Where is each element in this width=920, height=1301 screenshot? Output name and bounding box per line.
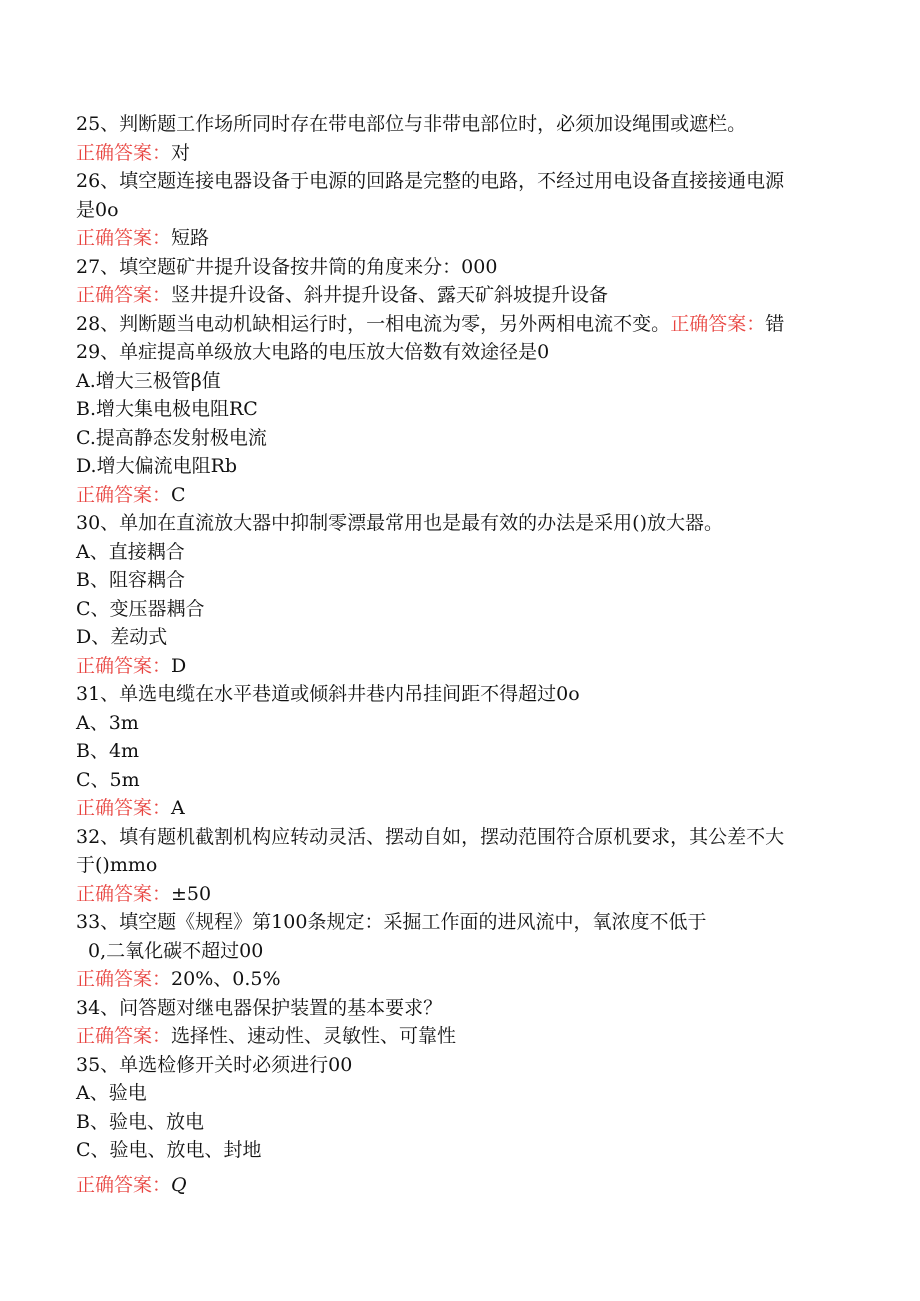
option-30-b: B、阻容耦合: [76, 569, 185, 591]
question-30: 30、单加在直流放大器中抑制零漂最常用也是最有效的办法是采用()放大器。: [76, 512, 724, 534]
option-35-b: B、验电、放电: [76, 1110, 204, 1133]
answer-label: 正确答案：: [76, 1025, 172, 1047]
document-page: [76, 110, 866, 1199]
answer-value: 对: [171, 141, 191, 164]
question-32-line2: 于()mmo: [76, 854, 158, 876]
answer-value: 20%、0.5%: [171, 968, 281, 990]
answer-29: [76, 481, 866, 510]
option-30-d: D、差动式: [76, 626, 168, 648]
question-31: 31、单选电缆在水平巷道或倾斜井巷内吊挂间距不得超过0o: [76, 683, 580, 705]
answer-30: [76, 652, 866, 681]
answer-26: [76, 224, 866, 253]
option-29-b: B.增大集电极电阻RC: [76, 398, 258, 420]
answer-value: 选择性、速动性、灵敏性、可靠性: [171, 1025, 457, 1047]
question-33-line2: 0,二氧化碳不超过00: [88, 939, 264, 962]
answer-value: D: [171, 654, 187, 677]
question-32-line1: 32、填有题机截割机构应转动灵活、摆动自如，摆动范围符合原机要求，其公差不大: [76, 825, 785, 848]
question-28-text: 28、判断题当电动机缺相运行时，一相电流为零，另外两相电流不变。: [76, 312, 671, 335]
answer-34: [76, 1022, 866, 1051]
question-26-line1: 26、填空题连接电器设备于电源的回路是完整的电路，不经过用电设备直接接通电源: [76, 170, 785, 192]
answer-label: 正确答案：: [76, 1173, 172, 1196]
answer-27: [76, 281, 866, 310]
answer-label: 正确答案：: [76, 968, 172, 990]
option-29-c: C.提高静态发射极电流: [76, 426, 267, 449]
answer-label: 正确答案：: [76, 284, 172, 306]
answer-label: 正确答案：: [76, 882, 172, 905]
question-33-line1: 33、填空题《规程》第100条规定：采掘工作面的进风流中，氧浓度不低于: [76, 911, 707, 933]
option-35-c: C、验电、放电、封地: [76, 1139, 262, 1161]
question-25: 25、判断题工作场所同时存在带电部位与非带电部位时，必须加设绳围或遮栏。: [76, 113, 747, 135]
question-29: 29、单症提高单级放大电路的电压放大倍数有效途径是0: [76, 341, 550, 363]
answer-value: ±50: [171, 882, 212, 905]
answer-value: 错: [765, 312, 785, 335]
question-35: 35、单选检修开关时必须进行00: [76, 1053, 353, 1076]
answer-35: [76, 1171, 866, 1200]
question-34: 34、问答题对继电器保护装置的基本要求？: [76, 996, 443, 1019]
option-29-d: D.增大偏流电阻Rb: [76, 455, 238, 477]
answer-value: C: [171, 483, 186, 506]
option-31-b: B、4m: [76, 740, 140, 762]
option-31-a: A、3m: [76, 711, 139, 734]
question-27: 27、填空题矿井提升设备按井筒的角度来分：000: [76, 255, 498, 278]
option-31-c: C、5m: [76, 768, 140, 791]
answer-label: 正确答案：: [76, 483, 172, 506]
answer-label: 正确答案：: [76, 227, 172, 249]
answer-label: 正确答案：: [76, 797, 172, 819]
option-30-c: C、变压器耦合: [76, 597, 205, 620]
answer-value: Q: [171, 1173, 187, 1196]
answer-label: 正确答案：: [76, 654, 172, 677]
answer-value: 短路: [171, 227, 210, 249]
answer-31: [76, 794, 866, 823]
option-35-a: A、验电: [76, 1082, 147, 1104]
option-29-a: A.增大三极管β值: [76, 369, 221, 392]
question-26-line2: 是0o: [76, 198, 119, 221]
answer-32: [76, 880, 866, 909]
answer-label: 正确答案：: [76, 141, 172, 164]
answer-33: [76, 965, 866, 994]
option-30-a: A、直接耦合: [76, 540, 185, 563]
answer-value: 竖井提升设备、斜井提升设备、露天矿斜坡提升设备: [171, 284, 609, 306]
answer-25: [76, 139, 866, 168]
answer-label: 正确答案：: [670, 312, 766, 335]
question-28: [76, 310, 866, 339]
answer-value: A: [171, 797, 185, 819]
